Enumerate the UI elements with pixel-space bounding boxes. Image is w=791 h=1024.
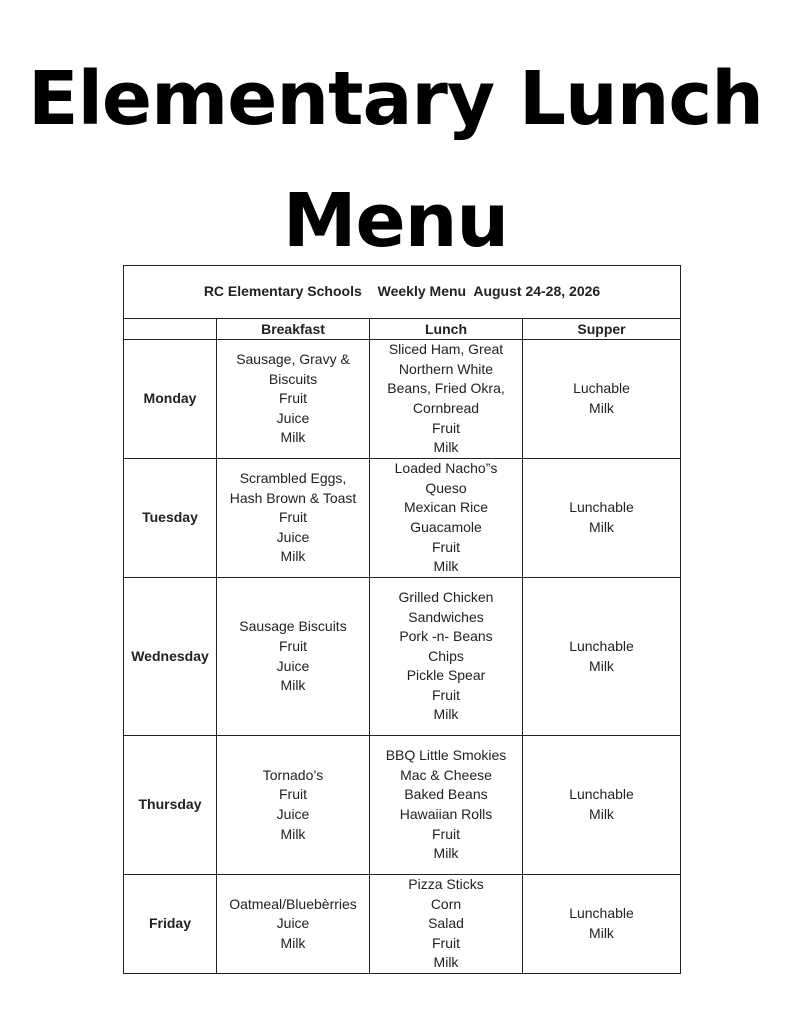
lunch-cell <box>370 578 523 736</box>
date-range: August 24-28, 2026 <box>473 283 601 300</box>
day-label: Wednesday <box>124 578 217 736</box>
lunch-item: Baked Beans <box>404 786 488 803</box>
breakfast-item: Milk <box>280 548 306 565</box>
supper-cell <box>523 340 681 459</box>
breakfast-item: Sausage, Gravy & <box>236 351 350 368</box>
lunch-item: Salad <box>428 915 464 932</box>
supper-cell <box>523 578 681 736</box>
supper-cell <box>523 736 681 875</box>
breakfast-item: Milk <box>280 934 306 951</box>
breakfast-cell <box>217 736 370 875</box>
lunch-item: Beans, Fried Okra, <box>387 380 505 397</box>
supper-item: Milk <box>589 657 614 674</box>
lunch-item: Chips <box>428 647 464 664</box>
table-row <box>124 875 681 974</box>
table-row <box>124 459 681 578</box>
menu-rows <box>124 340 681 974</box>
lunch-item: Milk <box>433 439 459 456</box>
supper-item: Milk <box>589 925 614 941</box>
breakfast-item: Sausage Biscuits <box>239 618 347 635</box>
lunch-item: BBQ Little Smokies <box>385 747 507 764</box>
supper-item: Lunchable <box>569 786 634 803</box>
lunch-item: Milk <box>433 706 459 723</box>
supper-item: Milk <box>589 400 614 416</box>
breakfast-item: Juice <box>276 657 310 674</box>
breakfast-item: Fruit <box>279 786 307 803</box>
column-header-day <box>124 319 217 340</box>
breakfast-item: Tornado’s <box>262 766 324 783</box>
breakfast-item: Juice <box>276 806 310 822</box>
lunch-item: Pickle Spear <box>406 667 486 684</box>
lunch-item: Fruit <box>432 419 460 436</box>
menu-heading <box>124 266 681 319</box>
breakfast-cell <box>217 578 370 736</box>
lunch-item: Queso <box>425 479 467 496</box>
lunch-cell <box>370 875 523 974</box>
supper-item: Milk <box>589 806 614 822</box>
lunch-item: Pork -n- Beans <box>399 628 493 645</box>
column-header-lunch: Lunch <box>370 319 523 340</box>
lunch-item: Corn <box>430 895 462 912</box>
lunch-item: Fruit <box>432 825 460 842</box>
breakfast-cell <box>217 875 370 974</box>
breakfast-item: Milk <box>280 429 306 446</box>
supper-item: Lunchable <box>569 905 634 922</box>
lunch-item: Cornbread <box>412 400 480 416</box>
table-row <box>124 578 681 736</box>
lunch-item: Milk <box>433 558 459 575</box>
column-header-row <box>124 319 681 340</box>
breakfast-item: Scrambled Eggs, <box>239 470 347 487</box>
breakfast-item: Fruit <box>279 390 307 407</box>
lunch-item: Milk <box>433 845 459 862</box>
breakfast-item: Oatmeal/Bluebèrries <box>229 895 357 912</box>
lunch-item: Sandwiches <box>408 608 484 625</box>
breakfast-cell <box>217 340 370 459</box>
breakfast-cell <box>217 459 370 578</box>
supper-cell <box>523 875 681 974</box>
day-label: Monday <box>124 340 217 459</box>
lunch-cell <box>370 459 523 578</box>
breakfast-item: Milk <box>280 677 306 694</box>
school-name: RC Elementary Schools <box>203 283 362 300</box>
lunch-item: Fruit <box>432 538 460 555</box>
breakfast-item: Hash Brown & Toast <box>229 489 357 506</box>
breakfast-item: Milk <box>280 825 306 842</box>
lunch-cell <box>370 340 523 459</box>
lunch-item: Guacamole <box>410 519 482 535</box>
lunch-item: Pizza Sticks <box>408 876 484 893</box>
breakfast-item: Juice <box>276 915 310 932</box>
lunch-item: Mac & Cheese <box>400 766 492 783</box>
lunch-item: Milk <box>433 954 459 971</box>
breakfast-item: Fruit <box>279 509 307 526</box>
day-label: Friday <box>124 875 217 974</box>
lunch-item: Sliced Ham, Great <box>388 341 504 358</box>
supper-cell <box>523 459 681 578</box>
supper-item: Luchable <box>573 380 630 397</box>
menu-name: Weekly Menu <box>377 283 467 300</box>
supper-item: Lunchable <box>569 499 634 516</box>
column-header-supper: Supper <box>523 319 681 340</box>
lunch-item: Loaded Nacho”s <box>394 460 498 477</box>
page-title: Elementary Lunch Menu <box>28 56 763 264</box>
breakfast-item: Biscuits <box>268 370 318 387</box>
day-label: Thursday <box>124 736 217 875</box>
lunch-item: Hawaiian Rolls <box>399 806 493 822</box>
lunch-item: Mexican Rice <box>403 499 489 516</box>
table-row <box>124 340 681 459</box>
table-row <box>124 736 681 875</box>
column-header-breakfast: Breakfast <box>217 319 370 340</box>
supper-item: Lunchable <box>569 637 634 654</box>
day-label: Tuesday <box>124 459 217 578</box>
lunch-item: Fruit <box>432 686 460 703</box>
breakfast-item: Fruit <box>279 637 307 654</box>
weekly-menu-table <box>123 265 681 974</box>
lunch-item: Fruit <box>432 934 460 951</box>
lunch-cell <box>370 736 523 875</box>
supper-item: Milk <box>589 519 614 535</box>
breakfast-item: Juice <box>276 409 310 426</box>
lunch-item: Northern White <box>398 360 494 377</box>
lunch-item: Grilled Chicken <box>398 588 494 605</box>
breakfast-item: Juice <box>276 528 310 545</box>
